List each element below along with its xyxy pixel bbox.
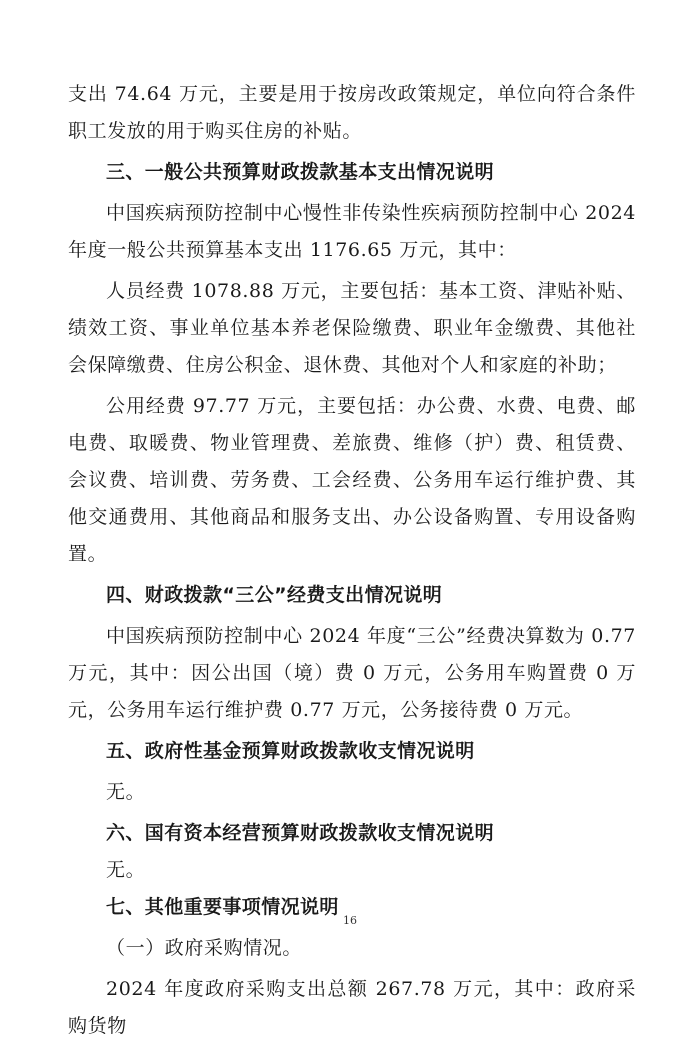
section-heading-6: 六、国有资本经营预算财政拨款收支情况说明: [106, 822, 495, 844]
document-body: [68, 76, 636, 1045]
subsection-heading: （一）政府采购情况。: [106, 937, 303, 959]
section-heading-4: 四、财政拨款“三公”经费支出情况说明: [106, 584, 443, 606]
section-heading-3: 三、一般公共预算财政拨款基本支出情况说明: [106, 161, 495, 183]
body-paragraph: 人员经费 1078.88 万元，主要包括：基本工资、津贴补贴、绩效工资、事业单位基本养老保险缴费、职业年金缴费、其他社会保障缴费、住房公积金、退休费、其他对个人和家庭的补助；: [68, 280, 636, 376]
body-paragraph: 支出 74.64 万元，主要是用于按房改政策规定，单位向符合条件职工发放的用于购买住房的补贴。: [68, 83, 636, 142]
page-number: 16: [343, 914, 357, 927]
section-heading-7: 七、其他重要事项情况说明: [106, 896, 339, 918]
body-paragraph: 无。: [106, 859, 146, 881]
body-paragraph: 中国疾病预防控制中心慢性非传染性疾病预防控制中心 2024 年度一般公共预算基本支出 1176.65 万元，其中：: [68, 202, 636, 261]
body-paragraph: 中国疾病预防控制中心 2024 年度“三公”经费决算数为 0.77 万元，其中：因公出国（境）费 0 万元，公务用车购置费 0 万元，公务用车运行维护费 0.77 万元，公务接待费 0 万元。: [68, 625, 636, 721]
body-paragraph: 无。: [106, 781, 146, 803]
body-paragraph: 2024 年度政府采购支出总额 267.78 万元，其中：政府采购货物: [68, 978, 636, 1037]
body-paragraph: 公用经费 97.77 万元，主要包括：办公费、水费、电费、邮电费、取暖费、物业管理费、差旅费、维修（护）费、租赁费、会议费、培训费、劳务费、工会经费、公务用车运行维护费、其他交通费用、其他商品和服务支出、办公设备购置、专用设备购置。: [68, 395, 636, 565]
section-heading-5: 五、政府性基金预算财政拨款收支情况说明: [106, 740, 475, 762]
